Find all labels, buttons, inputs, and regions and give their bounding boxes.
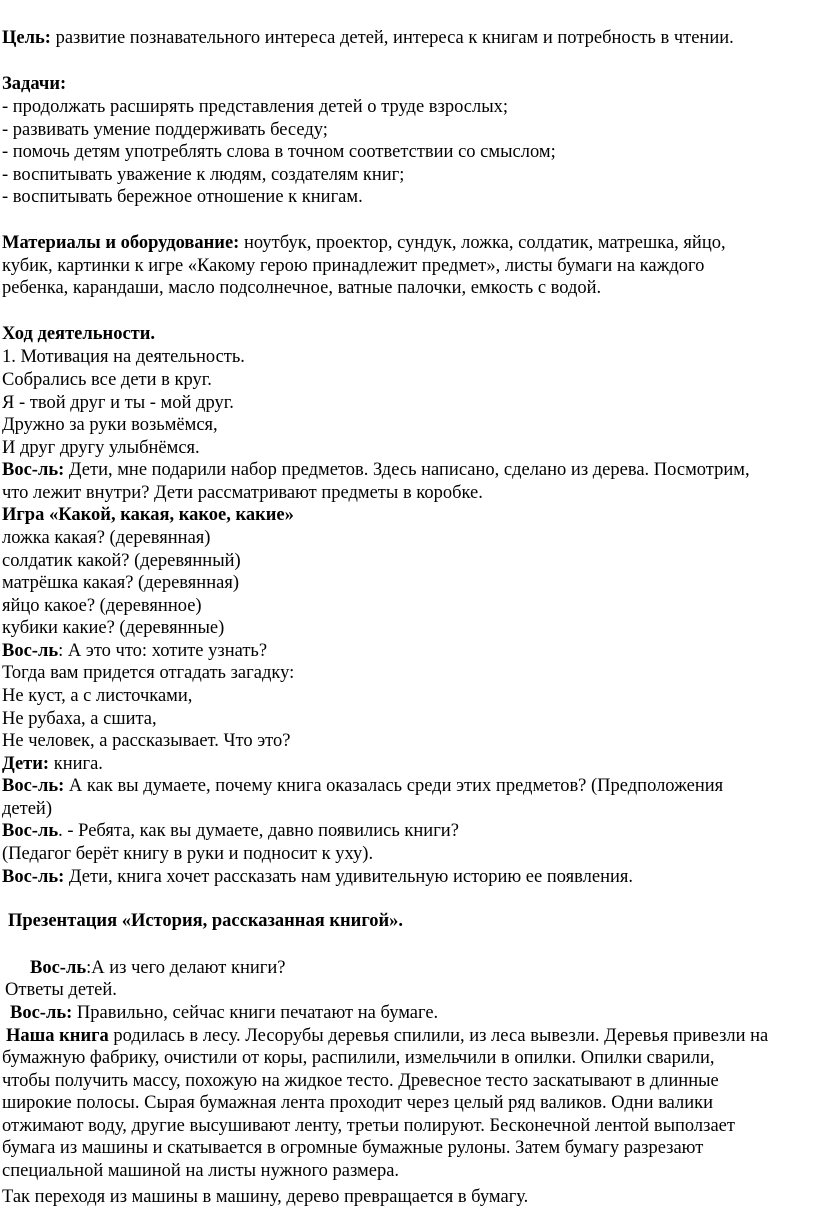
story-line: отжимают воду, другие высушивают ленту, третьи полируют. Бесконечной лентой выползает bbox=[2, 1116, 735, 1136]
teacher-line: Вос-ль: А как вы думаете, почему книга оказалась среди этих предметов? (Предположения bbox=[2, 776, 724, 796]
task-item: - воспитывать уважение к людям, создателям книг; bbox=[2, 165, 405, 185]
task-item: - воспитывать бережное отношение к книгам. bbox=[2, 187, 363, 207]
poem-line: И друг другу улыбнёмся. bbox=[2, 438, 200, 458]
speaker-label: Вос-ль bbox=[2, 821, 59, 841]
materials-label: Материалы и оборудование: bbox=[2, 233, 240, 253]
presentation-title: Презентация «История, рассказанная книгой». bbox=[8, 911, 404, 931]
teacher-line: Вос-ль: Правильно, сейчас книги печатают на бумаге. bbox=[10, 1003, 439, 1023]
goal-label: Цель: bbox=[2, 28, 51, 48]
speaker-label: Вос-ль: bbox=[2, 460, 65, 480]
progress-heading: Ход деятельности. bbox=[2, 324, 156, 344]
story-line: бумага из машины и скатывается в огромные бумажные рулоны. Затем бумагу разрезают bbox=[2, 1138, 704, 1158]
story-line: чтобы получить массу, похожую на жидкое тесто. Древесное тесто заскатывают в длинные bbox=[2, 1071, 719, 1091]
story-line: бумажную фабрику, очистили от коры, распилили, измельчили в опилки. Опилки сварили, bbox=[2, 1048, 715, 1068]
speaker-label: Вос-ль bbox=[2, 641, 59, 661]
teacher-line: Вос-ль: Дети, книга хочет рассказать нам удивительную историю ее появления. bbox=[2, 867, 634, 887]
story-line: специальной машиной на листы нужного размера. bbox=[2, 1161, 400, 1181]
answers-line: Ответы детей. bbox=[5, 980, 117, 1000]
teacher-line: Вос-ль: Дети, мне подарили набор предметов. Здесь написано, сделано из дерева. Посмотрим, bbox=[2, 460, 750, 480]
task-item: - помочь детям употреблять слова в точном соответствии со смыслом; bbox=[2, 142, 556, 162]
story-line: широкие полосы. Сырая бумажная лента проходит через целый ряд валиков. Одни валики bbox=[2, 1093, 714, 1113]
speaker-label: Вос-ль: bbox=[2, 776, 65, 796]
goal-text: развитие познавательного интереса детей, интереса к книгам и потребность в чтении. bbox=[50, 28, 734, 48]
game-item: ложка какая? (деревянная) bbox=[2, 528, 211, 548]
poem-line: Собрались все дети в круг. bbox=[2, 370, 212, 390]
motivation-line: 1. Мотивация на деятельность. bbox=[2, 347, 245, 367]
tasks-heading: Задачи: bbox=[2, 74, 67, 94]
game-title: Игра «Какой, какая, какое, какие» bbox=[2, 505, 294, 525]
children-line: Дети: книга. bbox=[2, 754, 103, 774]
riddle-line: Не куст, а с листочками, bbox=[2, 686, 193, 706]
game-item: солдатик какой? (деревянный) bbox=[2, 551, 241, 571]
game-item: яйцо какое? (деревянное) bbox=[2, 596, 202, 616]
story-line: Наша книга родилась в лесу. Лесорубы деревья спилили, из леса вывезли. Деревья привезли на bbox=[2, 1025, 768, 1047]
teacher-note: (Педагог берёт книгу в руки и подносит к уху). bbox=[2, 844, 374, 864]
riddle-line: Тогда вам придется отгадать загадку: bbox=[2, 663, 295, 683]
game-item: матрёшка какая? (деревянная) bbox=[2, 573, 239, 593]
speaker-label: Вос-ль bbox=[30, 958, 87, 978]
teacher-line: Вос-ль: А это что: хотите узнать? bbox=[2, 641, 268, 661]
teacher-line-cont: детей) bbox=[2, 799, 52, 819]
riddle-line: Не человек, а рассказывает. Что это? bbox=[2, 731, 291, 751]
riddle-line: Не рубаха, а сшита, bbox=[2, 709, 157, 729]
materials-line: Материалы и оборудование: ноутбук, проектор, сундук, ложка, солдатик, матрешка, яйцо, bbox=[2, 233, 726, 253]
goal-line bbox=[2, 27, 734, 49]
poem-line: Я - твой друг и ты - мой друг. bbox=[2, 393, 234, 413]
game-item: кубики какие? (деревянные) bbox=[2, 618, 225, 638]
teacher-line: Вос-ль. - Ребята, как вы думаете, давно появились книги? bbox=[2, 821, 459, 841]
teacher-line-cont: что лежит внутри? Дети рассматривают предметы в коробке. bbox=[2, 483, 483, 503]
task-item: - продолжать расширять представления детей о труде взрослых; bbox=[2, 97, 509, 117]
speaker-label: Вос-ль: bbox=[2, 867, 65, 887]
story-label: Наша книга bbox=[6, 1026, 109, 1046]
materials-text: ребенка, карандаши, масло подсолнечное, ватные палочки, емкость с водой. bbox=[2, 278, 602, 298]
speaker-label: Дети: bbox=[2, 754, 50, 774]
speaker-label: Вос-ль: bbox=[10, 1003, 73, 1023]
materials-text: кубик, картинки к игре «Какому герою принадлежит предмет», листы бумаги на каждого bbox=[2, 256, 705, 276]
poem-line: Дружно за руки возьмёмся, bbox=[2, 415, 218, 435]
task-item: - развивать умение поддерживать беседу; bbox=[2, 120, 328, 140]
teacher-line: Вос-ль:А из чего делают книги? bbox=[30, 958, 286, 978]
final-line: Так переходя из машины в машину, дерево превращается в бумагу. bbox=[2, 1187, 529, 1207]
